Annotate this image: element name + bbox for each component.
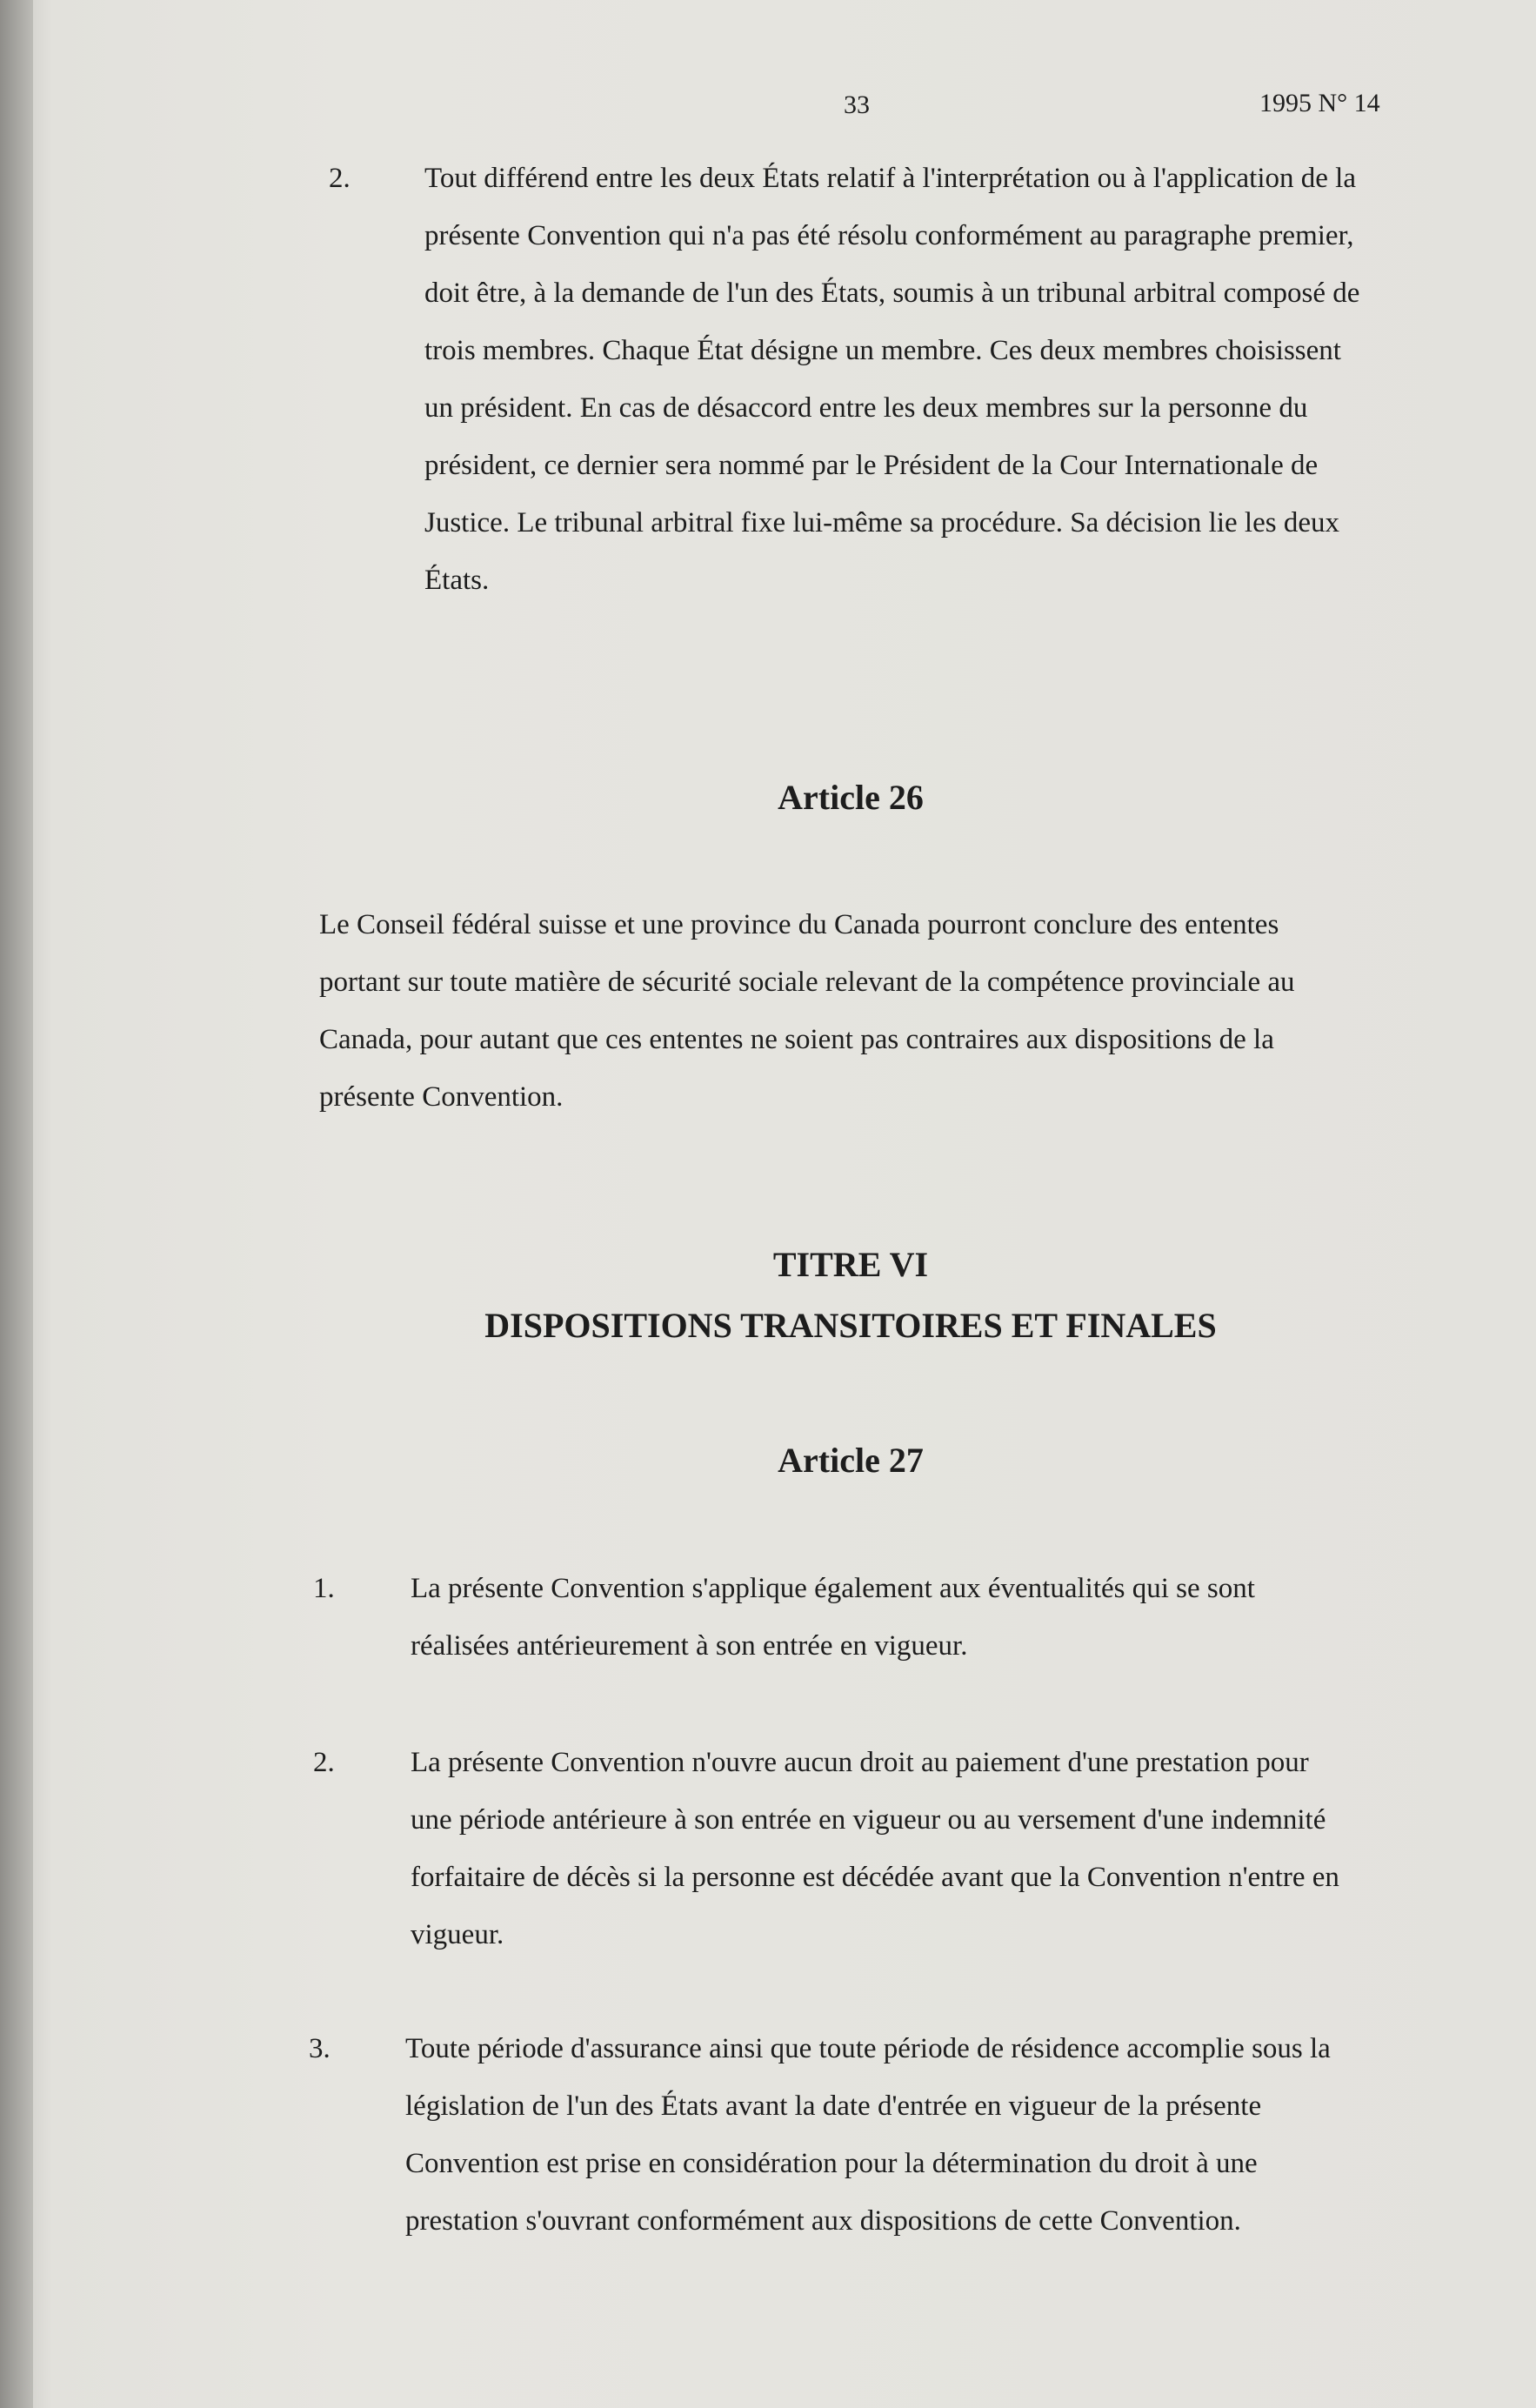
paragraph-number: 1. (313, 1573, 335, 1604)
article27-heading: Article 27 (778, 1441, 924, 1480)
article27-paragraph3-text: Toute période d'assurance ainsi que toute période de résidence accomplie sous la législation de l'un des États avant la date d'entrée en vigueur de la présente Convention est prise en considération pour la détermination du droit à une prestation s'ouvrant conformément aux dispositions de cette Convention. (405, 2033, 1331, 2237)
title-vi-subheading: DISPOSITIONS TRANSITOIRES ET FINALES (484, 1306, 1217, 1345)
paragraph-number: 2. (313, 1747, 335, 1778)
article26-heading: Article 26 (778, 778, 924, 817)
title-vi-heading: TITRE VI (772, 1245, 929, 1284)
book-gutter (0, 0, 33, 2408)
document-reference: 1995 N° 14 (1259, 89, 1380, 117)
paragraph-number: 2. (329, 163, 351, 194)
article25-paragraph2-text: Tout différend entre les deux États relatif à l'interprétation ou à l'application de la présente Convention qui n'a pas été résolu conformément au paragraphe premier, doit être, à la demande de l'un des États, soumis à un tribunal arbitral composé de trois membres. Chaque État désigne un membre. Ces deux membres choisissent un président. En cas de désaccord entre les deux membres sur la personne du président, ce dernier sera nommé par le Président de la Cour Internationale de Justice. Le tribunal arbitral fixe lui-même sa procédure. Sa décision lie les deux États. (424, 163, 1360, 596)
article26-text: Le Conseil fédéral suisse et une province du Canada pourront conclure des ententes portant sur toute matière de sécurité sociale relevant de la compétence provinciale au Canada, pour autant que ces ententes ne soient pas contraires aux dispositions de la présente Convention. (319, 909, 1295, 1113)
article27-paragraph1-text: La présente Convention s'applique également aux éventualités qui se sont réalisées antérieurement à son entrée en vigueur. (411, 1573, 1255, 1662)
article27-paragraph2-text: La présente Convention n'ouvre aucun droit au paiement d'une prestation pour une période antérieure à son entrée en vigueur ou au versement d'une indemnité forfaitaire de décès si la personne est décédée avant que la Convention n'entre en vigueur. (411, 1747, 1339, 1950)
page-number: 33 (844, 90, 870, 119)
paragraph-number: 3. (309, 2033, 331, 2064)
